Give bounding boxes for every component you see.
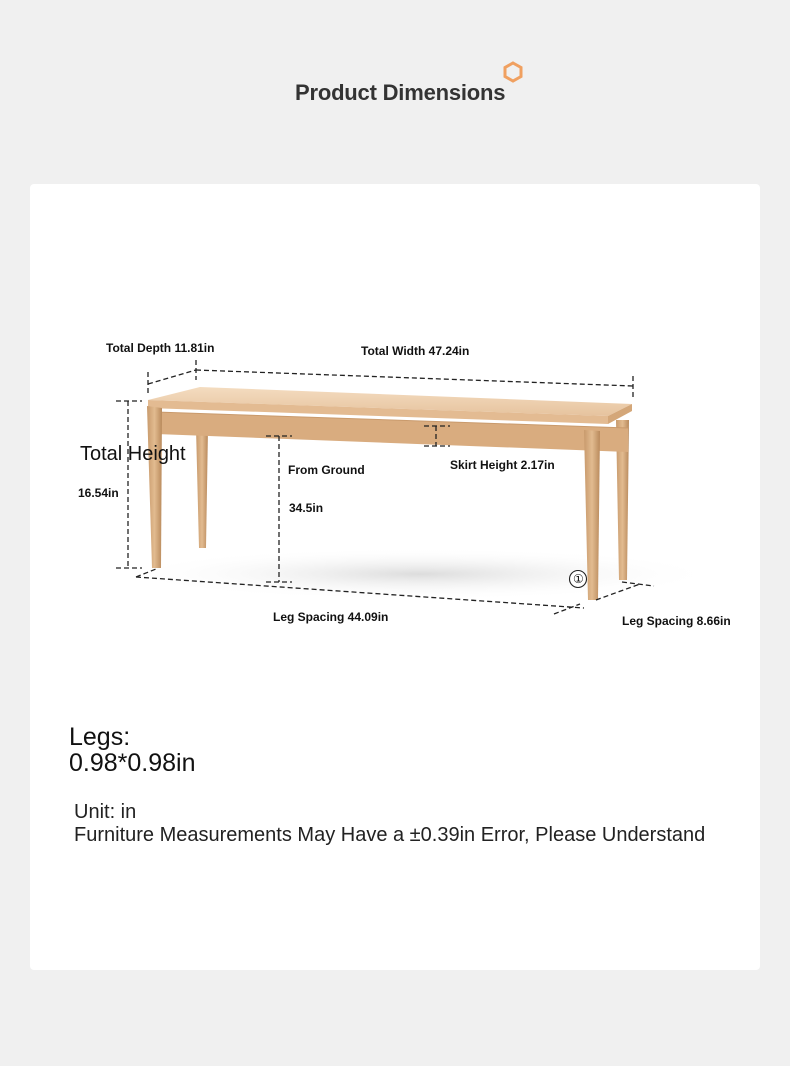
page-title: Product Dimensions [295, 80, 506, 105]
total-depth-label: Total Depth 11.81in [106, 341, 215, 355]
front-left-leg [147, 406, 162, 568]
dimensions-card [30, 184, 760, 970]
unit-note: Unit: in [74, 801, 137, 823]
total-height-value: 16.54in [78, 486, 119, 500]
total-height-title: Total Height [80, 443, 186, 465]
floor-shadow [120, 548, 720, 600]
bench-diagram [30, 184, 760, 970]
back-left-leg [196, 428, 208, 548]
callout-marker-number: ① [573, 572, 584, 586]
legs-title: Legs: [69, 723, 131, 751]
from-ground-title: From Ground [288, 463, 365, 477]
from-ground-value: 34.5in [289, 501, 324, 515]
leg-spacing-depth-label: Leg Spacing 8.66in [622, 614, 731, 628]
skirt-height-label: Skirt Height 2.17in [450, 458, 555, 472]
leg-spacing-length-label: Leg Spacing 44.09in [273, 610, 389, 624]
legs-value: 0.98*0.98in [69, 749, 196, 777]
total-width-label: Total Width 47.24in [361, 344, 470, 358]
measurement-notes [74, 801, 714, 847]
error-disclaimer: Furniture Measurements May Have a ±0.39in Error, Please Understand [74, 824, 706, 846]
legs-spec [69, 724, 196, 776]
